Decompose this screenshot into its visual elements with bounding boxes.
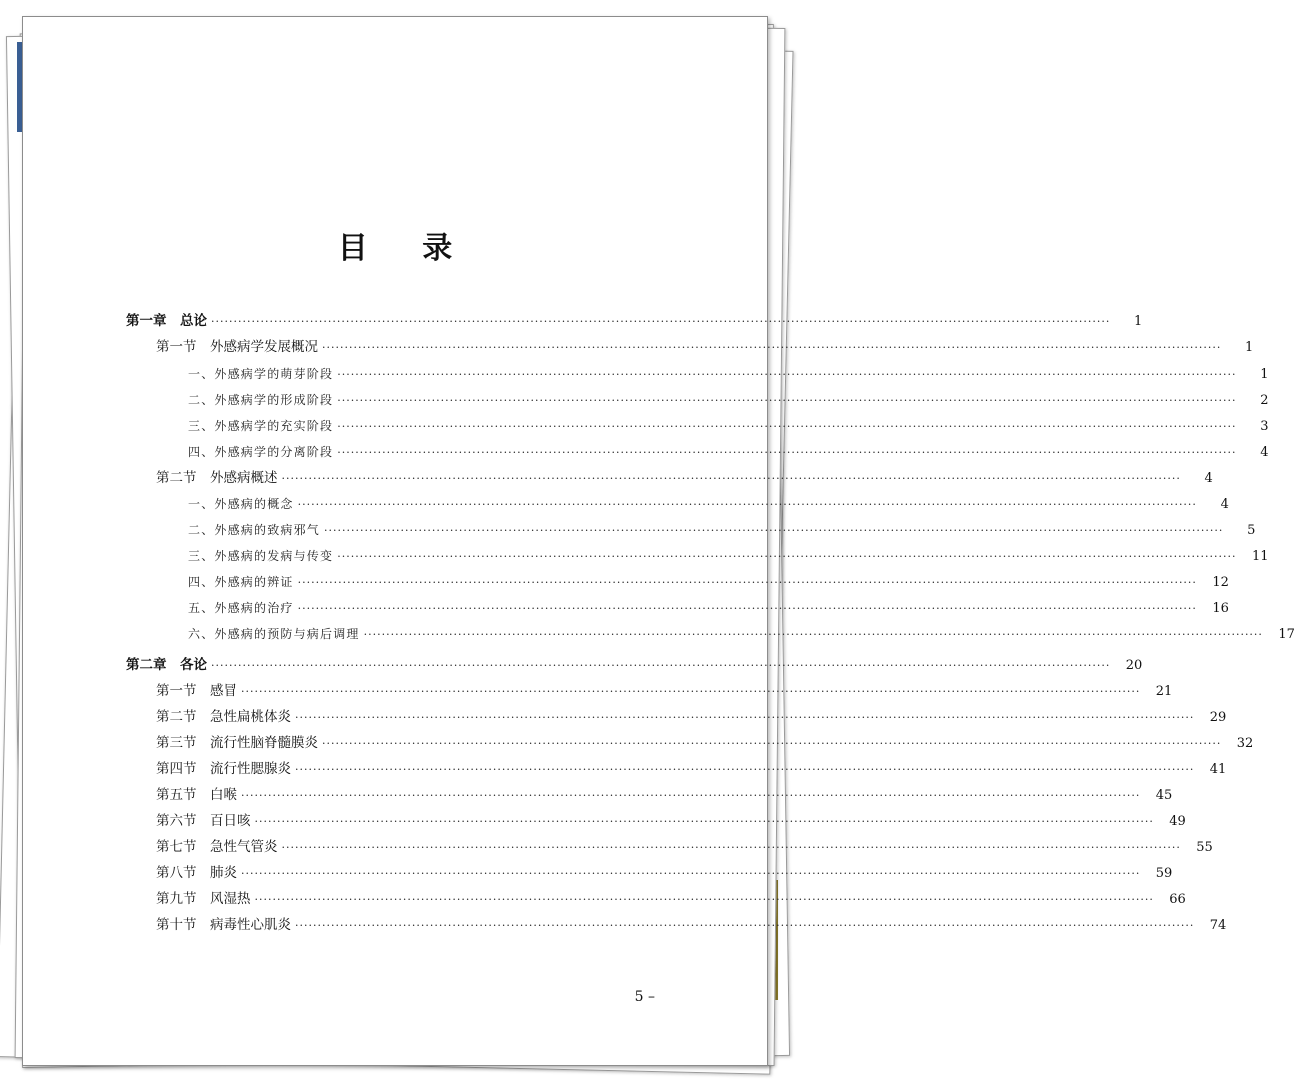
toc-page-number: 2 bbox=[1260, 393, 1269, 408]
toc-section-row[interactable] bbox=[156, 889, 1186, 909]
toc-page-number: 32 bbox=[1236, 736, 1254, 751]
toc-section-label: 第五节 白喉 bbox=[156, 787, 237, 803]
toc-page-number: 41 bbox=[1209, 762, 1227, 777]
toc-section-row[interactable] bbox=[156, 915, 1227, 935]
toc-page-number: 1 bbox=[1260, 367, 1269, 382]
leader-dots: ········································································································································································································ bbox=[295, 763, 1195, 776]
toc-section-label: 第八节 肺炎 bbox=[156, 865, 237, 881]
toc-section-label: 第一节 外感病学发展概况 bbox=[156, 339, 318, 355]
toc-section-row[interactable] bbox=[156, 707, 1227, 727]
toc-item-label: 二、外感病的致病邪气 bbox=[188, 523, 321, 537]
toc-page-number: 29 bbox=[1209, 710, 1227, 725]
leader-dots: ········································································································································································································ bbox=[295, 711, 1195, 724]
toc-section-label: 第四节 流行性腮腺炎 bbox=[156, 761, 291, 777]
page-title: 目 录 bbox=[337, 231, 475, 266]
toc-page-number: 3 bbox=[1260, 419, 1269, 434]
toc-page-number: 16 bbox=[1212, 601, 1229, 616]
toc-page-number: 4 bbox=[1260, 445, 1269, 460]
leader-dots: ········································································································································································································ bbox=[241, 867, 1141, 880]
toc-item-row[interactable] bbox=[188, 546, 1269, 566]
toc-section-label: 第三节 流行性脑脊髓膜炎 bbox=[156, 735, 318, 751]
toc-page-number: 5 bbox=[1247, 523, 1256, 538]
toc-page-number: 21 bbox=[1155, 684, 1173, 699]
leader-dots: ········································································································································································································ bbox=[297, 602, 1197, 615]
leader-dots: ········································································································································································································ bbox=[297, 576, 1197, 589]
toc-page-number: 20 bbox=[1125, 658, 1143, 673]
table-of-contents bbox=[23, 17, 1295, 1065]
leader-dots: ········································································································································································································ bbox=[281, 841, 1181, 854]
toc-chapter-label: 第一章 总论 bbox=[126, 313, 207, 329]
toc-page-number: 49 bbox=[1169, 814, 1186, 829]
toc-section-row[interactable] bbox=[156, 759, 1227, 779]
toc-chapter-row[interactable] bbox=[126, 655, 1143, 675]
toc-item-label: 三、外感病学的充实阶段 bbox=[188, 419, 334, 433]
toc-item-label: 五、外感病的治疗 bbox=[188, 601, 294, 615]
toc-section-label: 第二节 急性扁桃体炎 bbox=[156, 709, 291, 725]
toc-page-number: 4 bbox=[1220, 497, 1229, 512]
toc-item-label: 四、外感病学的分离阶段 bbox=[188, 445, 334, 459]
toc-section-row[interactable] bbox=[156, 337, 1254, 357]
toc-item-label: 三、外感病的发病与传变 bbox=[188, 549, 334, 563]
toc-item-label: 六、外感病的预防与病后调理 bbox=[188, 627, 360, 641]
leader-dots: ········································································································································································································ bbox=[337, 420, 1237, 433]
toc-section-row[interactable] bbox=[156, 785, 1173, 805]
toc-section-row[interactable] bbox=[156, 863, 1173, 883]
leader-dots: ········································································································································································································ bbox=[254, 893, 1154, 906]
toc-page-number: 4 bbox=[1204, 471, 1213, 486]
leader-dots: ········································································································································································································ bbox=[211, 315, 1111, 328]
leader-dots: ········································································································································································································ bbox=[241, 685, 1141, 698]
leader-dots: ········································································································································································································ bbox=[337, 446, 1237, 459]
leader-dots: ········································································································································································································ bbox=[254, 815, 1154, 828]
toc-item-row[interactable] bbox=[188, 364, 1269, 384]
leader-dots: ········································································································································································································ bbox=[322, 341, 1222, 354]
leader-dots: ········································································································································································································ bbox=[337, 550, 1237, 563]
toc-chapter-label: 第二章 各论 bbox=[126, 657, 207, 673]
toc-item-label: 一、外感病学的萌芽阶段 bbox=[188, 367, 334, 381]
toc-page-number: 66 bbox=[1169, 892, 1186, 907]
toc-page-number: 45 bbox=[1155, 788, 1173, 803]
toc-item-label: 一、外感病的概念 bbox=[188, 497, 294, 511]
toc-section-label: 第十节 病毒性心肌炎 bbox=[156, 917, 291, 933]
toc-item-row[interactable] bbox=[188, 520, 1256, 540]
toc-section-row[interactable] bbox=[156, 681, 1173, 701]
leader-dots: ········································································································································································································ bbox=[295, 919, 1195, 932]
toc-item-label: 二、外感病学的形成阶段 bbox=[188, 393, 334, 407]
toc-item-label: 四、外感病的辨证 bbox=[188, 575, 294, 589]
toc-page-number: 11 bbox=[1251, 549, 1269, 564]
toc-section-label: 第七节 急性气管炎 bbox=[156, 839, 278, 855]
leader-dots: ········································································································································································································ bbox=[337, 368, 1237, 381]
toc-page-number: 12 bbox=[1212, 575, 1229, 590]
toc-item-row[interactable] bbox=[188, 624, 1295, 644]
document-page bbox=[22, 16, 1295, 1066]
toc-section-label: 第九节 风湿热 bbox=[156, 891, 251, 907]
leader-dots: ········································································································································································································ bbox=[363, 628, 1263, 641]
leader-dots: ········································································································································································································ bbox=[297, 498, 1197, 511]
leader-dots: ········································································································································································································ bbox=[337, 394, 1237, 407]
toc-page-number: 1 bbox=[1134, 314, 1143, 329]
toc-page-number: 1 bbox=[1245, 340, 1254, 355]
toc-item-row[interactable] bbox=[188, 572, 1229, 592]
toc-section-label: 第六节 百日咳 bbox=[156, 813, 251, 829]
toc-item-row[interactable] bbox=[188, 494, 1229, 514]
toc-page-number: 55 bbox=[1196, 840, 1213, 855]
toc-page-number: 74 bbox=[1209, 918, 1227, 933]
leader-dots: ········································································································································································································ bbox=[281, 472, 1181, 485]
leader-dots: ········································································································································································································ bbox=[322, 737, 1222, 750]
toc-page-number: 59 bbox=[1155, 866, 1173, 881]
toc-section-label: 第二节 外感病概述 bbox=[156, 470, 278, 486]
toc-section-row[interactable] bbox=[156, 811, 1186, 831]
leader-dots: ········································································································································································································ bbox=[211, 659, 1111, 672]
leader-dots: ········································································································································································································ bbox=[241, 789, 1141, 802]
toc-section-row[interactable] bbox=[156, 468, 1213, 488]
toc-section-row[interactable] bbox=[156, 733, 1254, 753]
toc-item-row[interactable] bbox=[188, 416, 1269, 436]
page-number-footer: 5 – bbox=[634, 989, 655, 1005]
toc-page-number: 17 bbox=[1278, 627, 1295, 642]
leader-dots: ········································································································································································································ bbox=[324, 524, 1224, 537]
toc-item-row[interactable] bbox=[188, 442, 1269, 462]
toc-section-row[interactable] bbox=[156, 837, 1213, 857]
toc-item-row[interactable] bbox=[188, 390, 1269, 410]
toc-item-row[interactable] bbox=[188, 598, 1229, 618]
toc-chapter-row[interactable] bbox=[126, 311, 1143, 331]
toc-section-label: 第一节 感冒 bbox=[156, 683, 237, 699]
